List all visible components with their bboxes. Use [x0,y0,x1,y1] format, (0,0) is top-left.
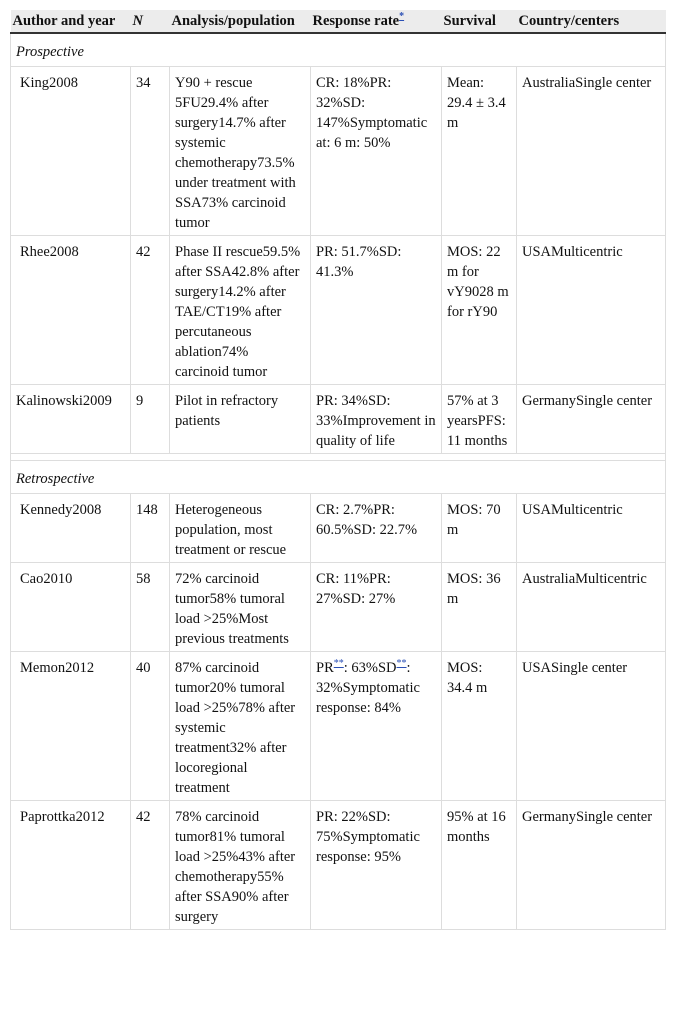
header-response [311,10,442,33]
cell-analysis: 72% carcinoid tumor58% tumoral load >25%Most previous treatments [170,563,311,652]
studies-table [10,10,666,930]
header-survival: Survival [442,10,517,33]
cell-n: 40 [131,652,170,801]
cell-author: Cao2010 [11,563,131,652]
cell-analysis: Y90 + rescue 5FU29.4% after surgery14.7% after systemic chemotherapy73.5% under treatment with SSA73% carcinoid tumor [170,67,311,236]
table-row [11,236,666,385]
cell-response [311,652,442,801]
cell-author: Kalinowski2009 [11,385,131,454]
header-response-label: Response rate [312,13,400,29]
cell-response: PR: 34%SD: 33%Improvement in quality of life [311,385,442,454]
response-text-rest: : 32%Symptomatic response: 84% [316,660,420,716]
cell-author: Paprottka2012 [11,801,131,930]
cell-survival: MOS: 22 m for vY9028 m for rY90 [442,236,517,385]
section-label-retrospective: Retrospective [11,461,666,494]
cell-author: Memon2012 [11,652,131,801]
table-row [11,801,666,930]
table-row [11,67,666,236]
cell-survival: Mean: 29.4 ± 3.4 m [442,67,517,236]
header-analysis: Analysis/population [170,10,311,33]
cell-survival: MOS: 34.4 m [442,652,517,801]
cell-response: CR: 11%PR: 27%SD: 27% [311,563,442,652]
cell-country: AustraliaMulticentric [517,563,666,652]
cell-response: PR: 51.7%SD: 41.3% [311,236,442,385]
table-row [11,652,666,801]
cell-country: USAMulticentric [517,494,666,563]
cell-country: GermanySingle center [517,385,666,454]
header-author: Author and year [11,10,131,33]
section-row-retrospective [11,461,666,494]
footnote-link-sd[interactable]: ** [396,658,407,670]
cell-response: CR: 2.7%PR: 60.5%SD: 22.7% [311,494,442,563]
cell-country: GermanySingle center [517,801,666,930]
cell-n: 148 [131,494,170,563]
cell-analysis: 78% carcinoid tumor81% tumoral load >25%43% after chemotherapy55% after SSA90% after surgery [170,801,311,930]
cell-survival: 57% at 3 yearsPFS: 11 months [442,385,517,454]
cell-response: PR: 22%SD: 75%Symptomatic response: 95% [311,801,442,930]
cell-author: King2008 [11,67,131,236]
cell-n: 9 [131,385,170,454]
header-n: N [131,10,170,33]
cell-n: 42 [131,801,170,930]
table-row [11,563,666,652]
table-row [11,494,666,563]
cell-author: Kennedy2008 [11,494,131,563]
cell-analysis: Phase II rescue59.5% after SSA42.8% after surgery14.2% after TAE/CT19% after percutaneous ablation74% carcinoid tumor [170,236,311,385]
response-text-sd: : 63%SD [343,660,397,676]
cell-n: 42 [131,236,170,385]
cell-n: 34 [131,67,170,236]
cell-country: USASingle center [517,652,666,801]
spacer-row [11,454,666,461]
cell-n: 58 [131,563,170,652]
cell-survival: 95% at 16 months [442,801,517,930]
cell-country: AustraliaSingle center [517,67,666,236]
cell-survival: MOS: 70 m [442,494,517,563]
cell-author: Rhee2008 [11,236,131,385]
table-row [11,385,666,454]
cell-analysis: Pilot in refractory patients [170,385,311,454]
response-footnote-link[interactable]: * [399,11,405,23]
cell-country: USAMulticentric [517,236,666,385]
spacer-cell [11,454,666,461]
footnote-link-pr[interactable]: ** [333,658,344,670]
header-country: Country/centers [517,10,666,33]
cell-response: CR: 18%PR: 32%SD: 147%Symptomatic at: 6 m: 50% [311,67,442,236]
section-row-prospective [11,33,666,67]
response-text-pr: PR [316,660,334,676]
cell-analysis: 87% carcinoid tumor20% tumoral load >25%78% after systemic treatment32% after locoregional treatment [170,652,311,801]
cell-survival: MOS: 36 m [442,563,517,652]
header-row [11,10,666,33]
section-label-prospective: Prospective [11,33,666,67]
cell-analysis: Heterogeneous population, most treatment or rescue [170,494,311,563]
